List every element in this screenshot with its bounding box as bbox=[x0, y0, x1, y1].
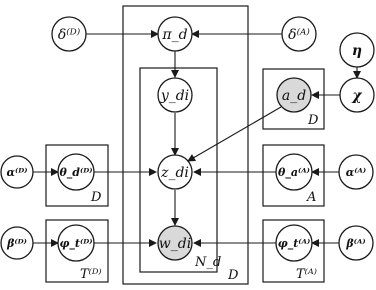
svg-text:z_di: z_di bbox=[161, 165, 189, 181]
node-w-di bbox=[158, 226, 192, 260]
node-phi-a bbox=[276, 225, 312, 261]
plate-label-theta-a: A bbox=[307, 190, 317, 205]
node-y-di bbox=[158, 78, 192, 112]
plate-label-outer-d: D bbox=[228, 268, 239, 283]
plate-label-a: D bbox=[308, 113, 319, 128]
node-chi bbox=[340, 78, 374, 112]
node-beta-d bbox=[1, 227, 33, 259]
node-z-di bbox=[158, 155, 192, 189]
node-phi-d bbox=[58, 225, 94, 261]
svg-text:θ_a⁽ᴬ⁾: θ_a⁽ᴬ⁾ bbox=[278, 166, 310, 179]
svg-text:φ_t⁽ᴰ⁾: φ_t⁽ᴰ⁾ bbox=[59, 237, 93, 250]
svg-text:y_di: y_di bbox=[160, 88, 190, 104]
plate-label-nd: N_d bbox=[195, 255, 222, 270]
node-pi-d bbox=[158, 17, 192, 51]
svg-text:π_d: π_d bbox=[162, 27, 188, 43]
edge-a-z bbox=[188, 107, 281, 161]
svg-text:w_di: w_di bbox=[158, 236, 192, 252]
svg-text:δ⁽ᴰ⁾: δ⁽ᴰ⁾ bbox=[57, 27, 81, 43]
svg-text:β⁽ᴬ⁾: β⁽ᴬ⁾ bbox=[346, 237, 366, 250]
node-theta-a bbox=[276, 154, 312, 190]
node-theta-d bbox=[58, 154, 94, 190]
plate-label-theta-d: D bbox=[91, 190, 102, 205]
svg-text:φ_t⁽ᴬ⁾: φ_t⁽ᴬ⁾ bbox=[277, 237, 311, 250]
svg-text:a_d: a_d bbox=[281, 88, 307, 104]
plate-label-phi-d: T⁽ᴰ⁾ bbox=[80, 267, 102, 282]
svg-text:δ⁽ᴬ⁾: δ⁽ᴬ⁾ bbox=[288, 27, 310, 43]
node-alpha-a bbox=[339, 155, 373, 189]
node-alpha-d bbox=[1, 156, 33, 188]
svg-text:β⁽ᴰ⁾: β⁽ᴰ⁾ bbox=[7, 237, 27, 250]
node-delta-a bbox=[282, 17, 316, 51]
node-eta bbox=[340, 33, 374, 67]
svg-text:α⁽ᴰ⁾: α⁽ᴰ⁾ bbox=[6, 166, 28, 179]
svg-text:θ_d⁽ᴰ⁾: θ_d⁽ᴰ⁾ bbox=[59, 166, 93, 179]
svg-text:η: η bbox=[351, 43, 363, 59]
plate-label-phi-a: T⁽ᴬ⁾ bbox=[296, 267, 317, 282]
node-a-d bbox=[277, 78, 311, 112]
svg-text:α⁽ᴬ⁾: α⁽ᴬ⁾ bbox=[345, 166, 367, 179]
svg-text:χ: χ bbox=[352, 88, 362, 104]
node-delta-d bbox=[52, 17, 86, 51]
node-beta-a bbox=[339, 226, 373, 260]
